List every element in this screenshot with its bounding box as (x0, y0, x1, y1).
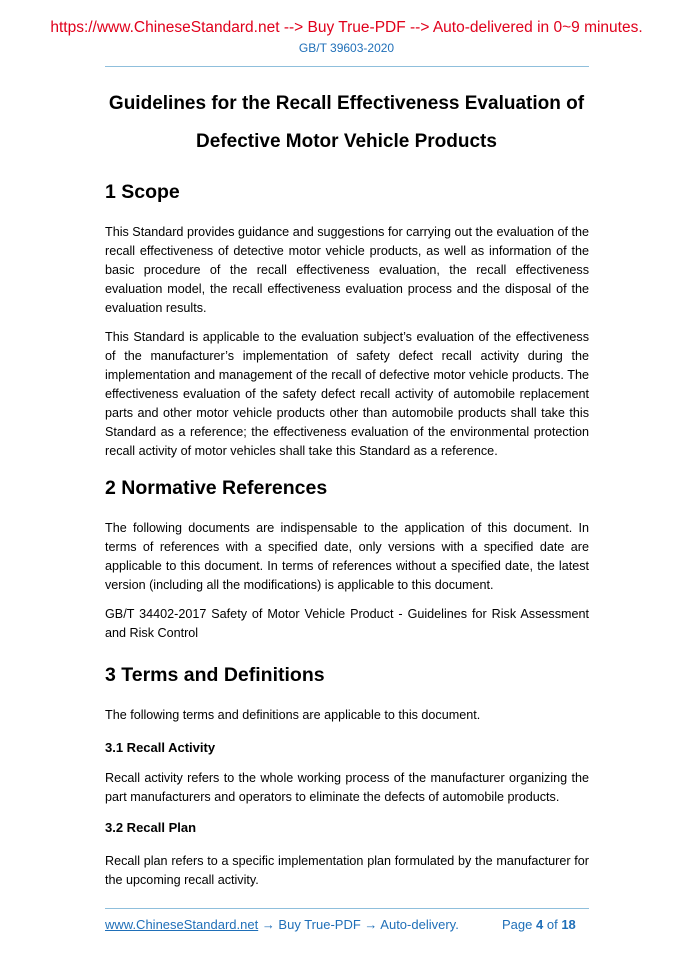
standard-number: GB/T 39603-2020 (298, 41, 395, 55)
of-label: of (546, 917, 558, 932)
reference-item: GB/T 34402-2017 Safety of Motor Vehicle Product - Guidelines for Risk Assessment and Risk Control (105, 607, 589, 640)
section-heading-terms: 3 Terms and Definitions (105, 664, 325, 686)
scope-paragraph-1: This Standard provides guidance and suggestions for carrying out the evaluation of the recall effectiveness of detective motor vehicle products, as well as information of the basic procedure of the recall effectiveness evaluation, the recall effectiveness evaluation model, the recall effectiveness evaluation process and the disposal of the evaluation results. (105, 225, 589, 315)
total-pages: 18 (561, 917, 576, 932)
term-heading-recall-plan: 3.2 Recall Plan (105, 820, 197, 835)
promo-banner: https://www.ChineseStandard.net --> Buy True-PDF --> Auto-delivered in 0~9 minutes. (50, 19, 643, 36)
page-indicator (502, 917, 576, 932)
footer-link[interactable]: www.ChineseStandard.net (105, 917, 259, 932)
scope-paragraph-2: This Standard is applicable to the evaluation subject’s evaluation of the effectiveness of the manufacturer’s implementation of safety defect recall activity during the implementation and management of the recall of defective motor vehicle products. The effectiveness evaluation of the safety defect recall activity of automobile replacement parts and other motor vehicle products other than automobile products shall take this Standard as a reference; the effectiveness evaluation of the environmental protection recall activity of motor vehicles shall take this Standard as a reference. (105, 330, 589, 458)
term-heading-recall-activity: 3.1 Recall Activity (105, 740, 216, 755)
section-heading-scope: 1 Scope (105, 181, 180, 203)
section-heading-references: 2 Normative References (105, 477, 328, 499)
footer-divider (105, 908, 589, 909)
current-page: 4 (536, 917, 544, 932)
footer-tagline: → Buy True-PDF → Auto-delivery. (258, 917, 459, 932)
term-text-recall-plan: Recall plan refers to a specific implementation plan formulated by the manufacturer for the upcoming recall activity. (105, 854, 589, 887)
document-title-line2: Defective Motor Vehicle Products (196, 131, 497, 152)
document-title-line1: Guidelines for the Recall Effectiveness Evaluation of (108, 93, 585, 114)
page-label: Page (502, 917, 533, 932)
header-divider (105, 66, 589, 67)
references-paragraph: The following documents are indispensable to the application of this document. In terms of references with a specified date, only versions with a specified date are applicable to this document. In terms of references without a specified date, the latest version (including all the modifications) is applicable to this document. (105, 521, 589, 592)
terms-paragraph: The following terms and definitions are applicable to this document. (105, 708, 481, 722)
footer-promo (105, 917, 459, 932)
term-text-recall-activity: Recall activity refers to the whole working process of the manufacturer organizing the part manufacturers and operators to eliminate the defects of automobile products. (105, 771, 589, 804)
